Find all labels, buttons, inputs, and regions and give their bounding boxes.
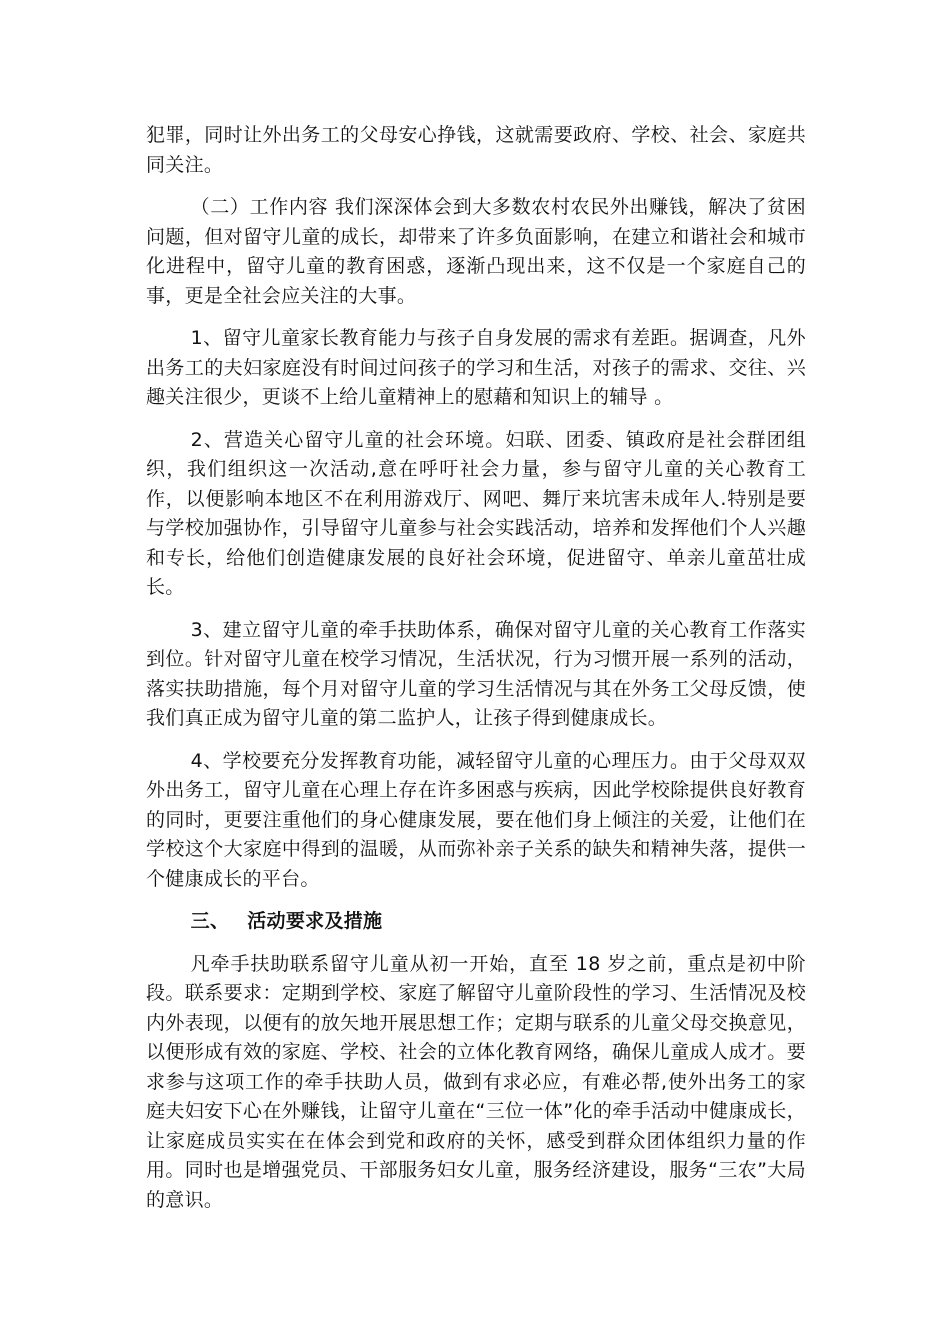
paragraph-item-1: 1、留守儿童家长教育能力与孩子自身发展的需求有差距。据调查，凡外出务工的夫妇家庭没有时间过问孩子的学习和生活，对孩子的需求、交往、兴趣关注很少，更谈不上给儿童精神上的慰藉和知识上的辅导 。: [146, 327, 806, 408]
document-body: [146, 121, 806, 1228]
section-heading-number: 三、: [190, 910, 230, 932]
paragraph-item-3: 3、建立留守儿童的牵手扶助体系，确保对留守儿童的关心教育工作落实到位。针对留守儿童在校学习情况，生活状况，行为习惯开展一系列的活动，落实扶助措施，每个月对留守儿童的学习生活情况与其在外务工父母反馈，使我们真正成为留守儿童的第二监护人，让孩子得到健康成长。: [146, 618, 806, 729]
paragraph-requirements: 凡牵手扶助联系留守儿童从初一开始，直至 18 岁之前，重点是初中阶段。联系要求：定期到学校、家庭了解留守儿童阶段性的学习、生活情况及校内外表现，以便有的放矢地开展思想工作；定期与联系的儿童父母交换意见，以便形成有效的家庭、学校、社会的立体化教育网络，确保儿童成人成才。要求参与这项工作的牵手扶助人员，做到有求必应，有难必帮,使外出务工的家庭夫妇安下心在外赚钱，让留守儿童在“三位一体”化的牵手活动中健康成长，让家庭成员实实在在体会到党和政府的关怀，感受到群众团体组织力量的作用。同时也是增强党员、干部服务妇女儿童，服务经济建设，服务“三农”大局的意识。: [146, 952, 806, 1211]
paragraph-continuation: 犯罪，同时让外出务工的父母安心挣钱，这就需要政府、学校、社会、家庭共同关注。: [146, 124, 806, 176]
section-heading: [146, 907, 806, 937]
section-heading-title: 活动要求及措施: [247, 910, 383, 932]
paragraph-work-content: （二）工作内容 我们深深体会到大多数农村农民外出赚钱，解决了贫困问题，但对留守儿童的成长，却带来了许多负面影响，在建立和谐社会和城市化进程中，留守儿童的教育困惑，逐渐凸现出来，这不仅是一个家庭自己的事，更是全社会应关注的大事。: [146, 196, 806, 307]
paragraph-item-2: 2、营造关心留守儿童的社会环境。妇联、团委、镇政府是社会群团组织，我们组织这一次活动,意在呼吁社会力量，参与留守儿童的关心教育工作，以便影响本地区不在利用游戏厅、网吧、舞厅来坑害未成年人.特别是要与学校加强协作，引导留守儿童参与社会实践活动，培养和发挥他们个人兴趣和专长，给他们创造健康发展的良好社会环境，促进留守、单亲儿童茁壮成长。: [146, 428, 806, 598]
paragraph-item-4: 4、学校要充分发挥教育功能，减轻留守儿童的心理压力。由于父母双双外出务工，留守儿童在心理上存在许多困惑与疾病，因此学校除提供良好教育的同时，更要注重他们的身心健康发展，要在他们身上倾注的关爱，让他们在学校这个大家庭中得到的温暖，从而弥补亲子关系的缺失和精神失落，提供一个健康成长的平台。: [146, 749, 806, 890]
